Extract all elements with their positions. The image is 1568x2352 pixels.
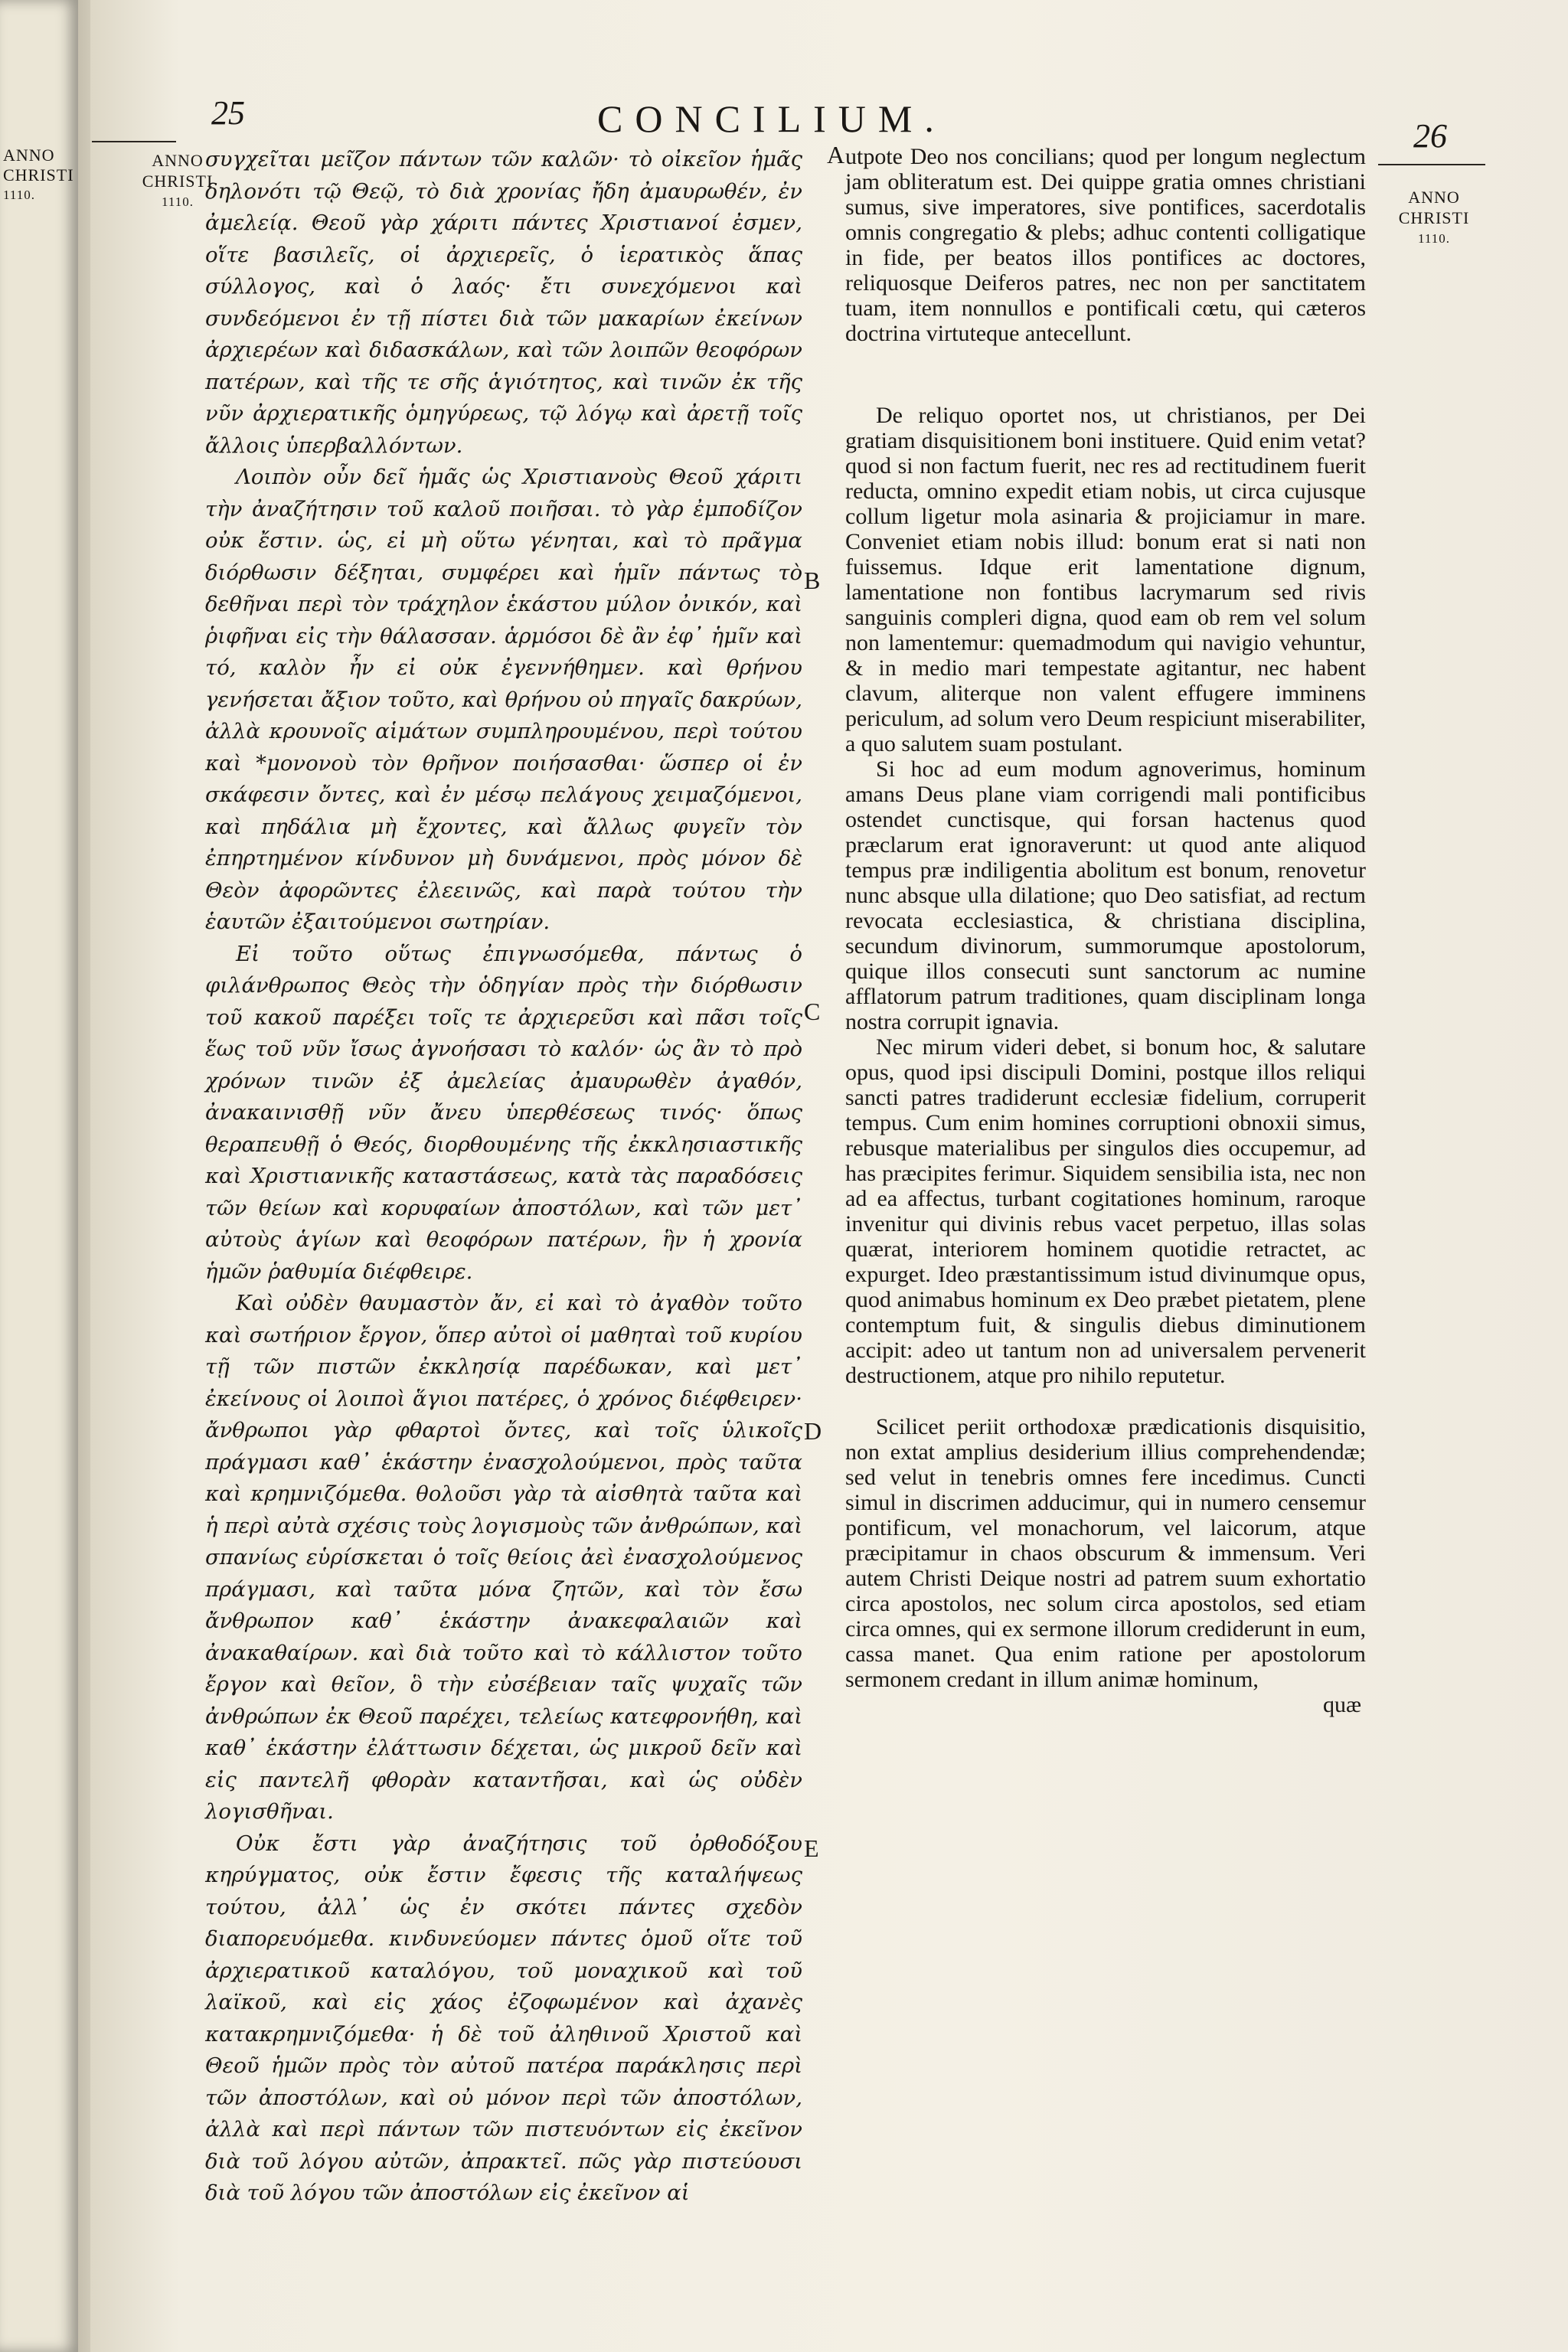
greek-paragraph-5: Οὐκ ἔστι γὰρ ἀναζήτησις τοῦ ὀρθοδόξου κηρύγματος, οὐκ ἔστιν ἔφεσις τῆς καταλήψεως τούτου, ἀλλ᾽ ὡς ἐν σκότει πάντες σχεδὸν διαπορευόμεθα. κινδυνεύομεν πάντες ὁμοῦ οἵτε τοῦ ἀρχιερατικοῦ καταλόγου, τοῦ μοναχικοῦ καὶ τοῦ λαϊκοῦ, καὶ εἰς χάος ἐζοφωμένον καὶ ἀχανὲς κατακρημνιζόμεθα· ἡ δὲ τοῦ ἀληθινοῦ Χριστοῦ καὶ Θεοῦ ἡμῶν πρὸς τὸν αὐτοῦ πατέρα παράκλησις περὶ τῶν ἀποστόλων, καὶ οὐ μόνον περὶ τῶν ἀποστόλων, ἀλλὰ καὶ περὶ πάντων τῶν πιστευόντων εἰς ἐκεῖνον διὰ τοῦ λόγου αὐτῶν, ἀπρακτεῖ. πῶς γὰρ πιστεύουσι διὰ τοῦ λόγου τῶν ἀποστόλων εἰς ἐκεῖνον αἱ bbox=[205, 1831, 802, 2205]
prev-anno-line2: CHRISTI bbox=[3, 165, 74, 185]
latin-paragraph-3: Si hoc ad eum modum agnoverimus, hominum amans Deus plane viam corrigendi mali pontificibus ostendet cunctisque, qui forsan hactenus quod præclarum erat ignoraverunt: ut quod ante aliquod tempus præ indiligentia abolitum est bonum, renovetur nunc absque ulla dilatione; quo Deo satisfiat, ad rectum revocata ecclesiastica, & christiana disciplina, secundum divinorum, summorumque apostolorum, quique illos consecuti sunt sanctorum ac numine afflatorum patrum traditiones, quam disciplinam longa nostra corrupit ignavia. bbox=[845, 756, 1366, 1034]
prev-anno-line1: ANNO bbox=[3, 145, 55, 165]
margin-rule-right bbox=[1378, 164, 1485, 165]
page-number-left: 25 bbox=[211, 94, 245, 132]
anno-left-year: 1110. bbox=[162, 194, 194, 209]
latin-text-column bbox=[845, 144, 1366, 1717]
previous-page-edge bbox=[0, 0, 78, 2352]
running-title: CONCILIUM. bbox=[597, 97, 946, 140]
section-marker-d: D bbox=[804, 1417, 822, 1445]
latin-paragraph-5: Scilicet periit orthodoxæ prædicationis disquisitio, non extat amplius desiderium illius comprehendendæ; sed velut in tenebris omnes fere incedimus. Cuncti simul in discrimen adducimur, qui in numero censemur pontificum, vel monachorum, vel laicorum, atque præcipitamur in chaos obscurum & immensum. Veri autem Christi Deique nostri ad patrem suum exhortatio circa apostolos, nec solum circa apostolos, sed etiam circa omnes, qui ex sermone illorum crediderunt in eum, cassa manet. Qua enim ratione per apostolorum sermonem credant in illum animæ hominum, bbox=[845, 1414, 1366, 1692]
latin-paragraph-1: utpote Deo nos concilians; quod per longum neglectum jam obliteratum est. Dei quippe gratia omnes christiani sumus, sive imperatores, sive pontifices, sacerdotalis omnis congregatio & plebs; adhuc contenti colligatique in fide, per beatos illos pontifices ac doctores, reliquosque Deiferos patres, nec non per sanctitatem tuam, item nonnullos e pontificali cœtu, qui cæteros doctrina virtuteque antecellunt. bbox=[845, 144, 1366, 346]
section-marker-b: B bbox=[804, 567, 821, 594]
anno-christi-right bbox=[1384, 187, 1484, 249]
section-marker-c: C bbox=[804, 998, 821, 1025]
greek-paragraph-3: Εἰ τοῦτο οὕτως ἐπιγνωσόμεθα, πάντως ὁ φιλάνθρωπος Θεὸς τὴν ὁδηγίαν πρὸς τὴν διόρθωσιν τοῦ κακοῦ παρέξει τοῖς τε ἀρχιερεῦσι καὶ πᾶσι τοῖς ἕως τοῦ νῦν ἴσως ἀγνοήσασι τὸ καλόν· ὡς ἂν τὸ πρὸ χρόνων τινῶν ἐξ ἀμελείας ἀμαυρωθὲν ἀγαθόν, ἀνακαινισθῇ νῦν ἄνευ ὑπερθέσεως τινός· ὅπως θεραπευθῇ ὁ Θεός, διορθουμένης τῆς ἐκκλησιαστικῆς καὶ Χριστιανικῆς καταστάσεως, κατὰ τὰς παραδόσεις τῶν θείων καὶ κορυφαίων ἀποστόλων, καὶ τῶν μετ᾽ αὐτοὺς ἁγίων καὶ θεοφόρων πατέρων, ἣν ἡ χρονία ἡμῶν ῥαθυμία διέφθειρε. bbox=[205, 941, 802, 1284]
anno-left-line2: CHRISTI bbox=[142, 172, 214, 191]
anno-right-line1: ANNO bbox=[1408, 188, 1460, 207]
anno-right-year: 1110. bbox=[1418, 231, 1450, 246]
section-marker-e: E bbox=[804, 1834, 819, 1862]
greek-paragraph-4: Καὶ οὐδὲν θαυμαστὸν ἄν, εἰ καὶ τὸ ἀγαθὸν τοῦτο καὶ σωτήριον ἔργον, ὅπερ αὐτοὶ οἱ μαθηταὶ τοῦ κυρίου τῇ τῶν πιστῶν ἐκκλησίᾳ παρέδωκαν, καὶ μετ᾽ ἐκείνους οἱ λοιποὶ ἅγιοι πατέρες, ὁ χρόνος διέφθειρεν· ἄνθρωποι γὰρ φθαρτοὶ ὄντες, καὶ τοῖς ὑλικοῖς πράγμασι καθ᾽ ἑκάστην ἐνασχολούμενοι, πρὸς ταῦτα καὶ κρημνιζόμεθα. θολοῦσι γὰρ τὰ αἰσθητὰ ταῦτα καὶ ἡ περὶ αὐτὰ σχέσις τοὺς λογισμοὺς τῶν ἀνθρώπων, καὶ σπανίως εὑρίσκεται ὁ τοῖς θείοις ἀεὶ ἐνασχολούμενος πράγμασι, καὶ ταῦτα μόνα ζητῶν, καὶ τὸν ἔσω ἄνθρωπον καθ᾽ ἑκάστην ἀνακεφαλαιῶν καὶ ἀνακαθαίρων. καὶ διὰ τοῦτο καὶ τὸ κάλλιστον τοῦτο ἔργον καὶ θεῖον, ὃ τὴν εὐσέβειαν ταῖς ψυχαῖς τῶν ἀνθρώπων ἐκ Θεοῦ παρέχει, τελείως κατεφρονήθη, καὶ καθ᾽ ἑκάστην ἐλάττωσιν δέχεται, ὡς μικροῦ δεῖν καὶ εἰς παντελῆ φθορὰν καταντῆσαι, καὶ ὡς οὐδὲν λογισθῆναι. bbox=[205, 1291, 802, 1824]
greek-text-column bbox=[205, 144, 802, 2210]
margin-rule-left bbox=[92, 141, 176, 142]
latin-paragraph-2: De reliquo oportet nos, ut christianos, per Dei gratiam disquisitionem boni instituere. Quid enim vetat? quod si non factum fuerit, nec res ad rectitudinem fuerit reducta, omnino expedit etiam nobis, ut circa cujusque collum ligetur mola asinaria & projiciamur in mare. Conveniet etiam nobis illud: bonum erat si nati non fuissemus. Idque erit lamentatione dignum, lamentatione non fontibus lacrymarum sed rivis sanguinis compleri digna, quod eam ob rem vel solum non lamentemur: quemadmodum qui navigio vehuntur, & in medio mari tempestate agitantur, nec habent clavum, aliterque non valent effugere imminens periculum, ad solum vero Deum respiciunt miserabiliter, a quo salutem suam postulant. bbox=[845, 403, 1366, 756]
anno-right-line2: CHRISTI bbox=[1398, 208, 1470, 227]
previous-page-anno-christi bbox=[3, 145, 77, 205]
greek-paragraph-1: συγχεῖται μεῖζον πάντων τῶν καλῶν· τὸ οἰκεῖον ἡμᾶς δηλονότι τῷ Θεῷ, τὸ διὰ χρονίας ἤδη ἀμαυρωθέν, ἐν ἀμελείᾳ. Θεοῦ γὰρ χάριτι πάντες Χριστιανοί ἐσμεν, οἵτε βασιλεῖς, οἱ ἀρχιερεῖς, ὁ ἱερατικὸς ἅπας σύλλογος, καὶ ὁ λαός· ἔτι συνεχόμενοι καὶ συνδεόμενοι ἐν τῇ πίστει διὰ τῶν μακαρίων ἐκείνων ἀρχιερέων καὶ διδασκάλων, καὶ τῶν λοιπῶν θεοφόρων πατέρων, καὶ τῆς τε σῆς ἁγιότητος, καὶ τινῶν ἐκ τῆς νῦν ἀρχιερατικῆς ὁμηγύρεως, τῷ λόγῳ καὶ ἀρετῇ τοῖς ἄλλοις ὑπερβαλλόντων. bbox=[205, 147, 802, 458]
anno-left-line1: ANNO bbox=[152, 151, 204, 170]
section-marker-a: A bbox=[827, 141, 845, 168]
page-number-right: 26 bbox=[1413, 117, 1447, 155]
prev-anno-year: 1110. bbox=[3, 188, 35, 202]
catchword: quæ bbox=[1322, 1692, 1361, 1717]
greek-paragraph-2: Λοιπὸν οὖν δεῖ ἡμᾶς ὡς Χριστιανοὺς Θεοῦ χάριτι τὴν ἀναζήτησιν τοῦ καλοῦ ποιῆσαι. τὸ γὰρ ἐμποδίζον οὐκ ἔστιν. ὡς, εἰ μὴ οὕτω γένηται, καὶ τὸ πρᾶγμα διόρθωσιν δέξηται, συμφέρει καὶ ἡμῖν πάντως τὸ δεθῆναι περὶ τὸν τράχηλον ἑκάστου μύλον ὀνικόν, καὶ ῥιφῆναι εἰς τὴν θάλασσαν. ἁρμόσοι δὲ ἂν ἐφ᾽ ἡμῖν καὶ τό, καλὸν ἦν εἰ οὐκ ἐγεννήθημεν. καὶ θρήνου γενήσεται ἄξιον τοῦτο, καὶ θρήνου οὐ πηγαῖς δακρύων, ἀλλὰ κρουνοῖς αἱμάτων συμπληρουμένου, περὶ τούτου καὶ *μονονοὺ τὸν θρῆνον ποιήσασθαι· ὥσπερ οἱ ἐν σκάφεσιν ὄντες, καὶ ἐν μέσῳ πελάγους χειμαζόμενοι, καὶ πηδάλια μὴ ἔχοντες, καὶ ἄλλως φυγεῖν τὸν ἐπηρτημένον κίνδυνον μὴ δυνάμενοι, πρὸς μόνον δὲ Θεὸν ἀφορῶντες ἐλεεινῶς, καὶ παρὰ τούτου τὴν ἑαυτῶν ἐξαιτούμενοι σωτηρίαν. bbox=[205, 465, 802, 934]
latin-paragraph-4: Nec mirum videri debet, si bonum hoc, & salutare opus, quod ipsi discipuli Domini, postque illos reliqui sancti patres tradiderunt ecclesiæ fidelium, corruperit tempus. Cum enim homines corruptioni obnoxii simus, rebusque materialibus per singulos dies occupemur, ad has præcipites ferimur. Siquidem sensibilia ista, nec non ad ea affectus, turbant cogitationes hominum, raroque invenitur qui divinis rebus vacet perpetuo, illas solas quærat, interiorem hominem quotidie retractet, ac expurget. Ideo præstantissimum istud divinumque opus, quod animabus hominum ex Deo præbet pietatem, plene contemptum fuit, & singulis diebus diminutionem accipit: adeo ut tantum non ad universalem pervenerit destructionem, atque pro nihilo reputetur. bbox=[845, 1034, 1366, 1388]
